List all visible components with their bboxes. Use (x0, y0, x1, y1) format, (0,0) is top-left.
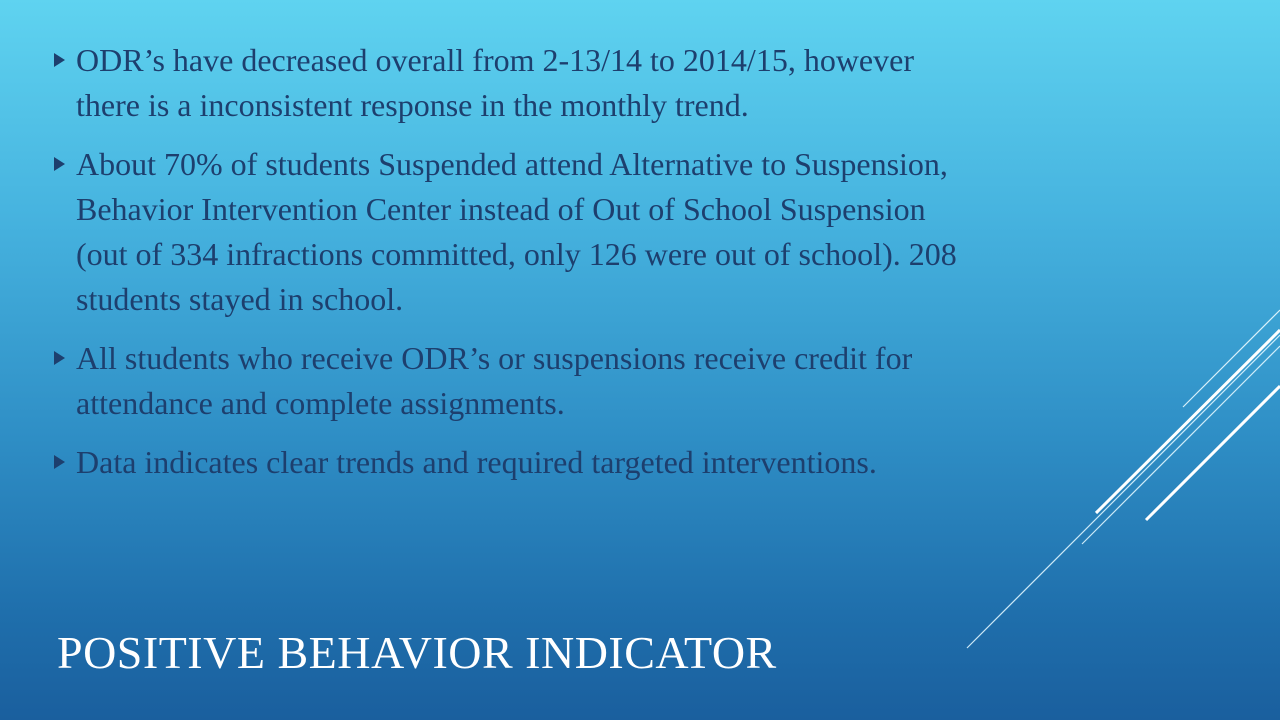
bullet-text: All students who receive ODR’s or suspensions receive credit for attendance and complete assignments. (76, 340, 913, 421)
decor-line (1082, 346, 1280, 544)
decor-line (967, 335, 1280, 648)
bullet-text: ODR’s have decreased overall from 2-13/14 to 2014/15, however there is a inconsistent response in the monthly trend. (76, 42, 914, 123)
decor-line (1146, 386, 1280, 520)
decor-line (1096, 330, 1280, 513)
slide-title: POSITIVE BEHAVIOR INDICATOR (57, 627, 777, 678)
decor-line (1183, 310, 1280, 407)
bullet-text: Data indicates clear trends and required targeted interventions. (76, 444, 877, 480)
bullet-text: About 70% of students Suspended attend Alternative to Suspension, Behavior Intervention Center instead of Out of School Suspension (out of 334 infractions committed, only 126 were out of school). 208 students stayed in school. (76, 146, 957, 317)
